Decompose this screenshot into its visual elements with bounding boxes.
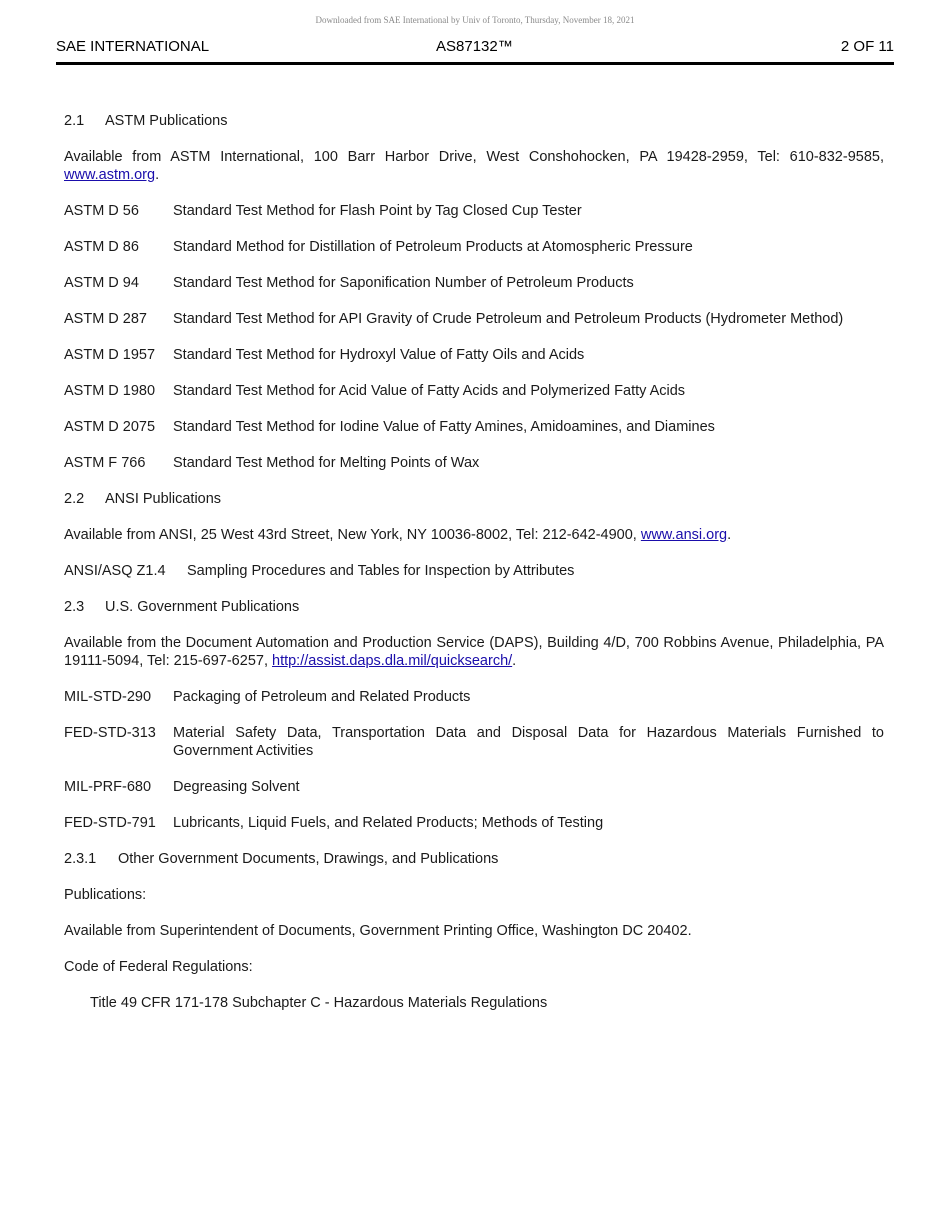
section-heading-other [64,850,884,868]
reference-title: Lubricants, Liquid Fuels, and Related Products; Methods of Testing [173,815,604,831]
reference-title: Packaging of Petroleum and Related Products [173,689,471,705]
reference-title: Standard Test Method for Melting Points of Wax [173,455,480,471]
publications-label: Publications: [64,887,147,903]
reference-title: Standard Test Method for Hydroxyl Value of Fatty Oils and Acids [173,347,585,363]
reference-title: Standard Test Method for Saponification Number of Petroleum Products [173,275,634,291]
cfr-label: Code of Federal Regulations: [64,959,253,975]
reference-row [64,382,884,400]
assist-link[interactable]: http://assist.daps.dla.mil/quicksearch/ [272,653,513,669]
header-org: SAE INTERNATIONAL [56,38,210,55]
section-title: Other Government Documents, Drawings, and Publications [118,851,499,867]
reference-row [64,310,884,328]
astm-availability [64,148,884,184]
document-body [64,112,884,1030]
section-heading-astm [64,112,884,130]
availability-text: Available from ANSI, 25 West 43rd Street, New York, NY 10036-8002, Tel: 212-642-4900, [64,527,641,543]
reference-row [64,724,884,760]
reference-title: Standard Test Method for Acid Value of Fatty Acids and Polymerized Fatty Acids [173,383,686,399]
reference-code: ASTM D 86 [64,239,139,255]
section-heading-government [64,598,884,616]
period: . [727,527,732,543]
reference-title: Standard Test Method for API Gravity of Crude Petroleum and Petroleum Products (Hydrometer Method) [173,311,844,327]
reference-row [64,562,884,580]
section-title: ASTM Publications [105,113,228,129]
reference-code: MIL-STD-290 [64,689,152,705]
section-heading-ansi [64,490,884,508]
section-title: U.S. Government Publications [105,599,300,615]
reference-title: Standard Test Method for Iodine Value of Fatty Amines, Amidoamines, and Diamines [173,419,715,435]
reference-row [64,274,884,292]
reference-row [64,202,884,220]
reference-row [64,346,884,364]
reference-row [64,418,884,436]
availability-text: Available from the Document Automation and Production Service (DAPS), Building 4/D, 700 Robbins Avenue, Philadelphia, PA 19111-5094, Tel: 215-697-6257, [64,635,884,669]
section-number: 2.3 [64,599,85,615]
availability-text: Available from ASTM International, 100 Barr Harbor Drive, West Conshohocken, PA 19428-2959, Tel: 610-832-9585, [64,149,884,165]
reference-row [64,778,884,796]
download-watermark: Downloaded from SAE International by Univ of Toronto, Thursday, November 18, 2021 [315,15,635,25]
astm-link[interactable]: www.astm.org [64,167,156,183]
section-number: 2.2 [64,491,85,507]
reference-code: ASTM D 56 [64,203,139,219]
header-doc-id: AS87132™ [436,38,513,55]
reference-code: FED-STD-313 [64,725,156,741]
ansi-availability [64,526,884,544]
ansi-link[interactable]: www.ansi.org [640,527,728,543]
reference-title: Material Safety Data, Transportation Data and Disposal Data for Hazardous Materials Furnished to Government Activities [173,725,884,759]
reference-code: ASTM F 766 [64,455,146,471]
reference-title: Degreasing Solvent [173,779,300,795]
reference-row [64,454,884,472]
section-title: ANSI Publications [105,491,222,507]
reference-code: FED-STD-791 [64,815,156,831]
header-page-number: 2 OF 11 [840,38,894,55]
period: . [512,653,517,669]
reference-code: ASTM D 2075 [64,419,156,435]
reference-title: Standard Method for Distillation of Petroleum Products at Atomospheric Pressure [173,239,693,255]
page-header [56,38,894,65]
reference-code: ASTM D 1980 [64,383,156,399]
government-availability [64,634,884,670]
reference-row [64,814,884,832]
reference-code: ANSI/ASQ Z1.4 [64,563,166,579]
reference-row [64,238,884,256]
section-number: 2.1 [64,113,85,129]
reference-code: ASTM D 94 [64,275,139,291]
reference-code: ASTM D 1957 [64,347,156,363]
period: . [155,167,160,183]
section-number: 2.3.1 [64,851,97,867]
reference-title: Sampling Procedures and Tables for Inspection by Attributes [187,563,575,579]
publications-text: Available from Superintendent of Documents, Government Printing Office, Washington DC 20402. [64,923,692,939]
reference-code: MIL-PRF-680 [64,779,152,795]
reference-row [64,688,884,706]
reference-code: ASTM D 287 [64,311,147,327]
reference-title: Standard Test Method for Flash Point by Tag Closed Cup Tester [173,203,582,219]
cfr-item: Title 49 CFR 171-178 Subchapter C - Hazardous Materials Regulations [90,995,548,1011]
